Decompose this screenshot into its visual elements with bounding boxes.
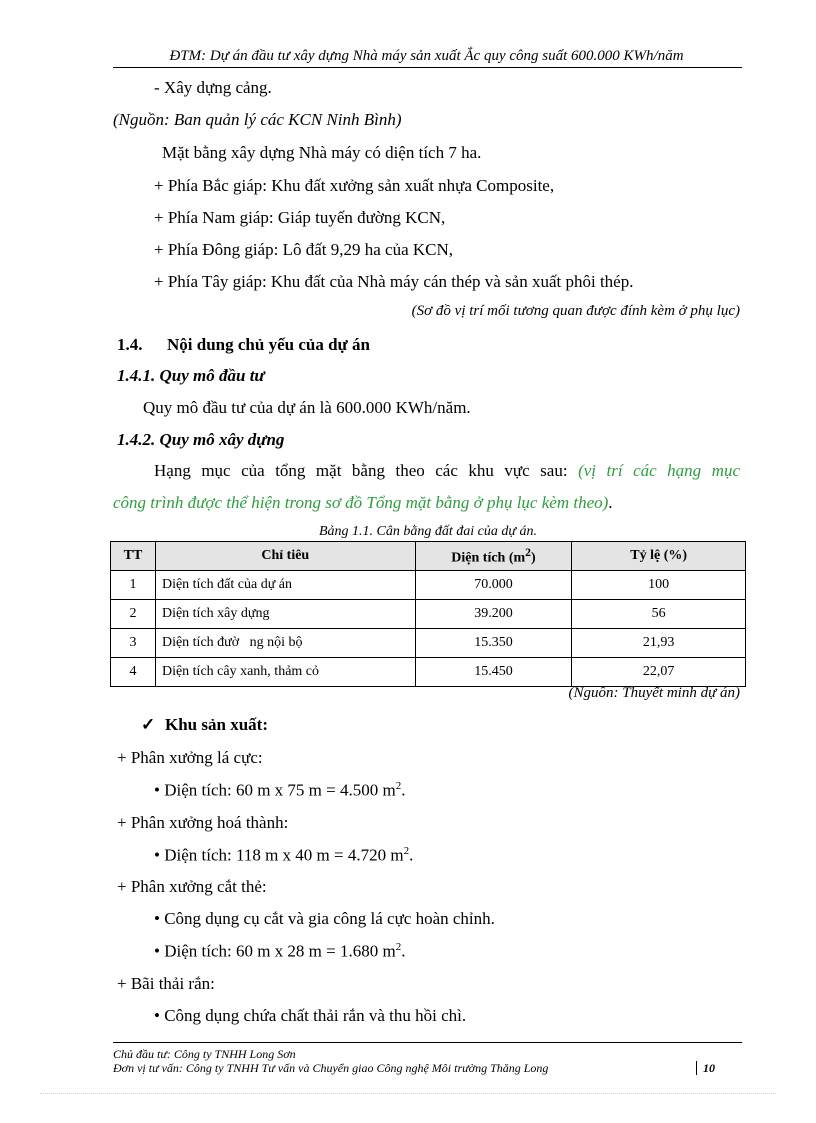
cutting-area-text: • Diện tích: 60 m x 28 m = 1.680 m bbox=[154, 941, 396, 961]
row-tt: 4 bbox=[111, 658, 156, 687]
header-area bbox=[415, 542, 572, 571]
south-boundary: + Phía Nam giáp: Giáp tuyến đường KCN, bbox=[154, 208, 446, 227]
table-row bbox=[111, 658, 746, 687]
solid-waste-yard: + Bãi thải rắn: bbox=[117, 974, 215, 993]
solid-waste-use: • Công dụng chứa chất thải rắn và thu hồi chì. bbox=[154, 1006, 467, 1025]
layout-lead-text: Hạng mục của tổng mặt bằng theo các khu vực sau: bbox=[154, 461, 568, 480]
header-area-suffix: ) bbox=[531, 550, 536, 566]
plate-area bbox=[154, 780, 405, 801]
cutting-area-period: . bbox=[401, 941, 406, 961]
row-area: 70.000 bbox=[415, 571, 572, 600]
footer-rule bbox=[113, 1042, 742, 1043]
table-row bbox=[111, 600, 746, 629]
row-tt: 1 bbox=[111, 571, 156, 600]
layout-paragraph-line-1 bbox=[154, 461, 740, 481]
checkmark-icon: ✓ bbox=[141, 715, 156, 734]
row-area: 15.350 bbox=[415, 629, 572, 658]
layout-paragraph-line-2 bbox=[113, 493, 613, 513]
row-area: 39.200 bbox=[415, 600, 572, 629]
production-heading bbox=[141, 715, 268, 735]
header-tt: TT bbox=[111, 542, 156, 571]
page-number: 10 bbox=[696, 1061, 715, 1075]
section-heading-1-4-1: 1.4.1. Quy mô đầu tư bbox=[117, 366, 265, 385]
section-heading-1-4 bbox=[117, 335, 370, 355]
source-note-1: (Nguồn: Ban quản lý các KCN Ninh Bình) bbox=[113, 110, 402, 129]
header-area-sup: 2 bbox=[525, 545, 531, 559]
row-tt: 3 bbox=[111, 629, 156, 658]
layout-period: . bbox=[608, 493, 613, 512]
cutting-workshop: + Phân xưởng cắt thẻ: bbox=[117, 877, 267, 896]
page-bottom-dotted-line bbox=[40, 1093, 776, 1094]
formation-area bbox=[154, 845, 413, 866]
plate-area-sup: 2 bbox=[395, 780, 402, 792]
row-tt: 2 bbox=[111, 600, 156, 629]
north-boundary: + Phía Bắc giáp: Khu đất xưởng sản xuất nhựa Composite, bbox=[154, 176, 555, 195]
row-ratio: 22,07 bbox=[572, 658, 746, 687]
table-row bbox=[111, 571, 746, 600]
land-balance-table bbox=[110, 541, 746, 687]
plate-area-period: . bbox=[401, 780, 406, 800]
page-header: ĐTM: Dự án đầu tư xây dựng Nhà máy sản xuất Ắc quy công suất 600.000 KWh/năm bbox=[169, 48, 684, 64]
east-boundary: + Phía Đông giáp: Lô đất 9,29 ha của KCN, bbox=[154, 240, 454, 259]
row-item: Diện tích xây dựng bbox=[155, 600, 415, 629]
header-area-prefix: Diện tích (m bbox=[451, 550, 526, 566]
cutting-use: • Công dụng cụ cắt và gia công lá cực hoàn chỉnh. bbox=[154, 909, 495, 928]
west-boundary: + Phía Tây giáp: Khu đất của Nhà máy cán thép và sản xuất phôi thép. bbox=[154, 272, 634, 291]
row-ratio: 56 bbox=[572, 600, 746, 629]
footer-consultant: Đơn vị tư vấn: Công ty TNHH Tư vấn và Chuyển giao Công nghệ Môi trường Thăng Long bbox=[113, 1061, 549, 1075]
formation-area-sup: 2 bbox=[403, 845, 410, 857]
header-rule bbox=[113, 67, 742, 68]
formation-area-text: • Diện tích: 118 m x 40 m = 4.720 m bbox=[154, 845, 404, 865]
plate-workshop: + Phân xưởng lá cực: bbox=[117, 748, 263, 767]
investment-scale-text: Quy mô đầu tư của dự án là 600.000 KWh/năm. bbox=[143, 398, 471, 417]
row-item: Diện tích cây xanh, thảm cỏ bbox=[155, 658, 415, 687]
site-area-text: Mặt bằng xây dựng Nhà máy có diện tích 7 ha. bbox=[162, 143, 482, 162]
plate-area-text: • Diện tích: 60 m x 75 m = 4.500 m bbox=[154, 780, 396, 800]
footer-owner: Chủ đầu tư: Công ty TNHH Long Sơn bbox=[113, 1047, 296, 1061]
formation-workshop: + Phân xưởng hoá thành: bbox=[117, 813, 289, 832]
row-item: Diện tích đườ ng nội bộ bbox=[155, 629, 415, 658]
formation-area-period: . bbox=[409, 845, 414, 865]
header-ratio: Tỷ lệ (%) bbox=[572, 542, 746, 571]
cutting-area bbox=[154, 941, 405, 962]
header-item: Chỉ tiêu bbox=[155, 542, 415, 571]
section-heading-1-4-2: 1.4.2. Quy mô xây dựng bbox=[117, 430, 285, 449]
table-source: (Nguồn: Thuyết minh dự án) bbox=[568, 685, 740, 701]
cutting-area-sup: 2 bbox=[395, 941, 402, 953]
row-ratio: 100 bbox=[572, 571, 746, 600]
table-header-row bbox=[111, 542, 746, 571]
layout-green-note-2: công trình được thể hiện trong sơ đồ Tổng mặt bằng ở phụ lục kèm theo) bbox=[113, 493, 609, 512]
port-item: - Xây dựng cảng. bbox=[154, 78, 272, 97]
section-number: 1.4. bbox=[117, 335, 143, 354]
map-note: (Sơ đồ vị trí mối tương quan được đính kèm ở phụ lục) bbox=[411, 303, 740, 319]
row-item: Diện tích đất của dự án bbox=[155, 571, 415, 600]
section-title: Nội dung chủ yếu của dự án bbox=[167, 335, 370, 354]
row-ratio: 21,93 bbox=[572, 629, 746, 658]
production-title: Khu sản xuất: bbox=[165, 715, 268, 734]
table-caption: Bảng 1.1. Cân bằng đất đai của dự án. bbox=[318, 524, 538, 539]
row-area: 15.450 bbox=[415, 658, 572, 687]
table-row bbox=[111, 629, 746, 658]
layout-green-note-1: (vị trí các hạng mục bbox=[578, 461, 741, 480]
